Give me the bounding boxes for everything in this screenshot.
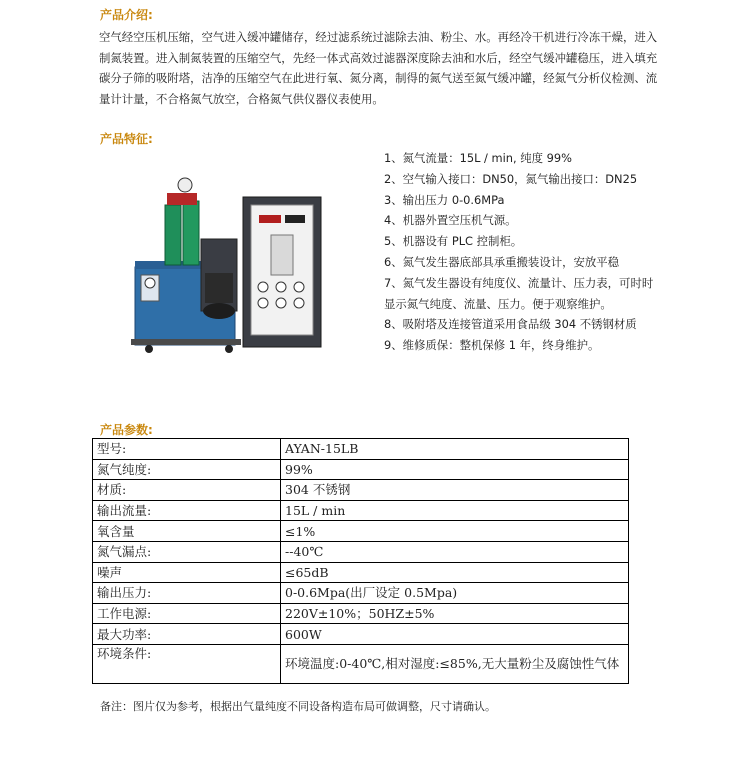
param-label: 材质: bbox=[93, 480, 281, 501]
table-row bbox=[93, 583, 629, 604]
param-label: 最大功率: bbox=[93, 624, 281, 645]
table-row bbox=[93, 439, 629, 460]
param-value: 304 不锈钢 bbox=[281, 480, 629, 501]
param-value: AYAN-15LB bbox=[281, 439, 629, 460]
param-value: ≤65dB bbox=[281, 562, 629, 583]
param-value: 99% bbox=[281, 459, 629, 480]
param-value: 15L / min bbox=[281, 500, 629, 521]
params-table bbox=[92, 438, 629, 684]
table-row bbox=[93, 603, 629, 624]
feature-item: 6、氮气发生器底部具承重搬装设计，安放平稳 bbox=[384, 254, 620, 269]
intro-title: 产品介绍: bbox=[100, 8, 153, 22]
param-value: 0-0.6Mpa(出厂设定 0.5Mpa) bbox=[281, 583, 629, 604]
nitrogen-generator-image bbox=[131, 175, 327, 355]
table-row bbox=[93, 480, 629, 501]
param-label: 型号: bbox=[93, 439, 281, 460]
param-label: 氮气纯度: bbox=[93, 459, 281, 480]
param-label: 噪声 bbox=[93, 562, 281, 583]
features-list bbox=[384, 148, 664, 356]
table-row bbox=[93, 644, 629, 683]
table-row bbox=[93, 521, 629, 542]
feature-item: 7、氮气发生器设有纯度仪、流量计、压力表，可时时显示氮气纯度、流量、压力。便于观察维护。 bbox=[384, 275, 654, 311]
feature-item: 9、维修质保：整机保修 1 年，终身维护。 bbox=[384, 338, 600, 353]
param-label: 输出压力: bbox=[93, 583, 281, 604]
param-value: 220V±10%；50HZ±5% bbox=[281, 603, 629, 624]
table-row bbox=[93, 624, 629, 645]
feature-item: 2、空气输入接口：DN50，氮气输出接口：DN25 bbox=[384, 171, 638, 186]
table-row bbox=[93, 541, 629, 562]
param-label: 氧含量 bbox=[93, 521, 281, 542]
feature-item: 3、输出压力 0-0.6MPa bbox=[384, 192, 505, 207]
table-row bbox=[93, 500, 629, 521]
param-value: --40℃ bbox=[281, 541, 629, 562]
feature-item: 1、氮气流量：15L / min, 纯度 99% bbox=[384, 151, 572, 165]
param-label: 输出流量: bbox=[93, 500, 281, 521]
param-label: 环境条件: bbox=[93, 644, 281, 683]
param-label: 工作电源: bbox=[93, 603, 281, 624]
param-label: 氮气漏点: bbox=[93, 541, 281, 562]
param-value: 环境温度:0-40℃,相对湿度:≤85%,无大量粉尘及腐蚀性气体 bbox=[281, 644, 629, 683]
feature-item: 5、机器设有 PLC 控制柜。 bbox=[384, 234, 523, 249]
param-value: ≤1% bbox=[281, 521, 629, 542]
feature-item: 4、机器外置空压机气源。 bbox=[384, 213, 517, 228]
table-row bbox=[93, 562, 629, 583]
param-value: 600W bbox=[281, 624, 629, 645]
intro-text: 空气经空压机压缩，空气进入缓冲罐储存，经过滤系统过滤除去油、粉尘、水。再经冷干机进行冷冻干燥，进入制氮装置。进入制氮装置的压缩空气，先经一体式高效过滤器深度除去油和水后，经空气缓冲罐稳压，进入填充碳分子筛的吸附塔，洁净的压缩空气在此进行氧、氮分离，制得的氮气送至氮气缓冲罐，经氮气分析仪检测、流量计计量，不合格氮气放空，合格氮气供仪器仪表使用。 bbox=[99, 30, 658, 106]
table-row bbox=[93, 459, 629, 480]
params-title: 产品参数: bbox=[100, 423, 153, 437]
feature-item: 8、吸附塔及连接管道采用食品级 304 不锈钢材质 bbox=[384, 317, 637, 332]
footnote: 备注：图片仅为参考，根据出气量纯度不同设备构造布局可做调整，尺寸请确认。 bbox=[100, 700, 496, 713]
features-title: 产品特征: bbox=[100, 132, 153, 146]
